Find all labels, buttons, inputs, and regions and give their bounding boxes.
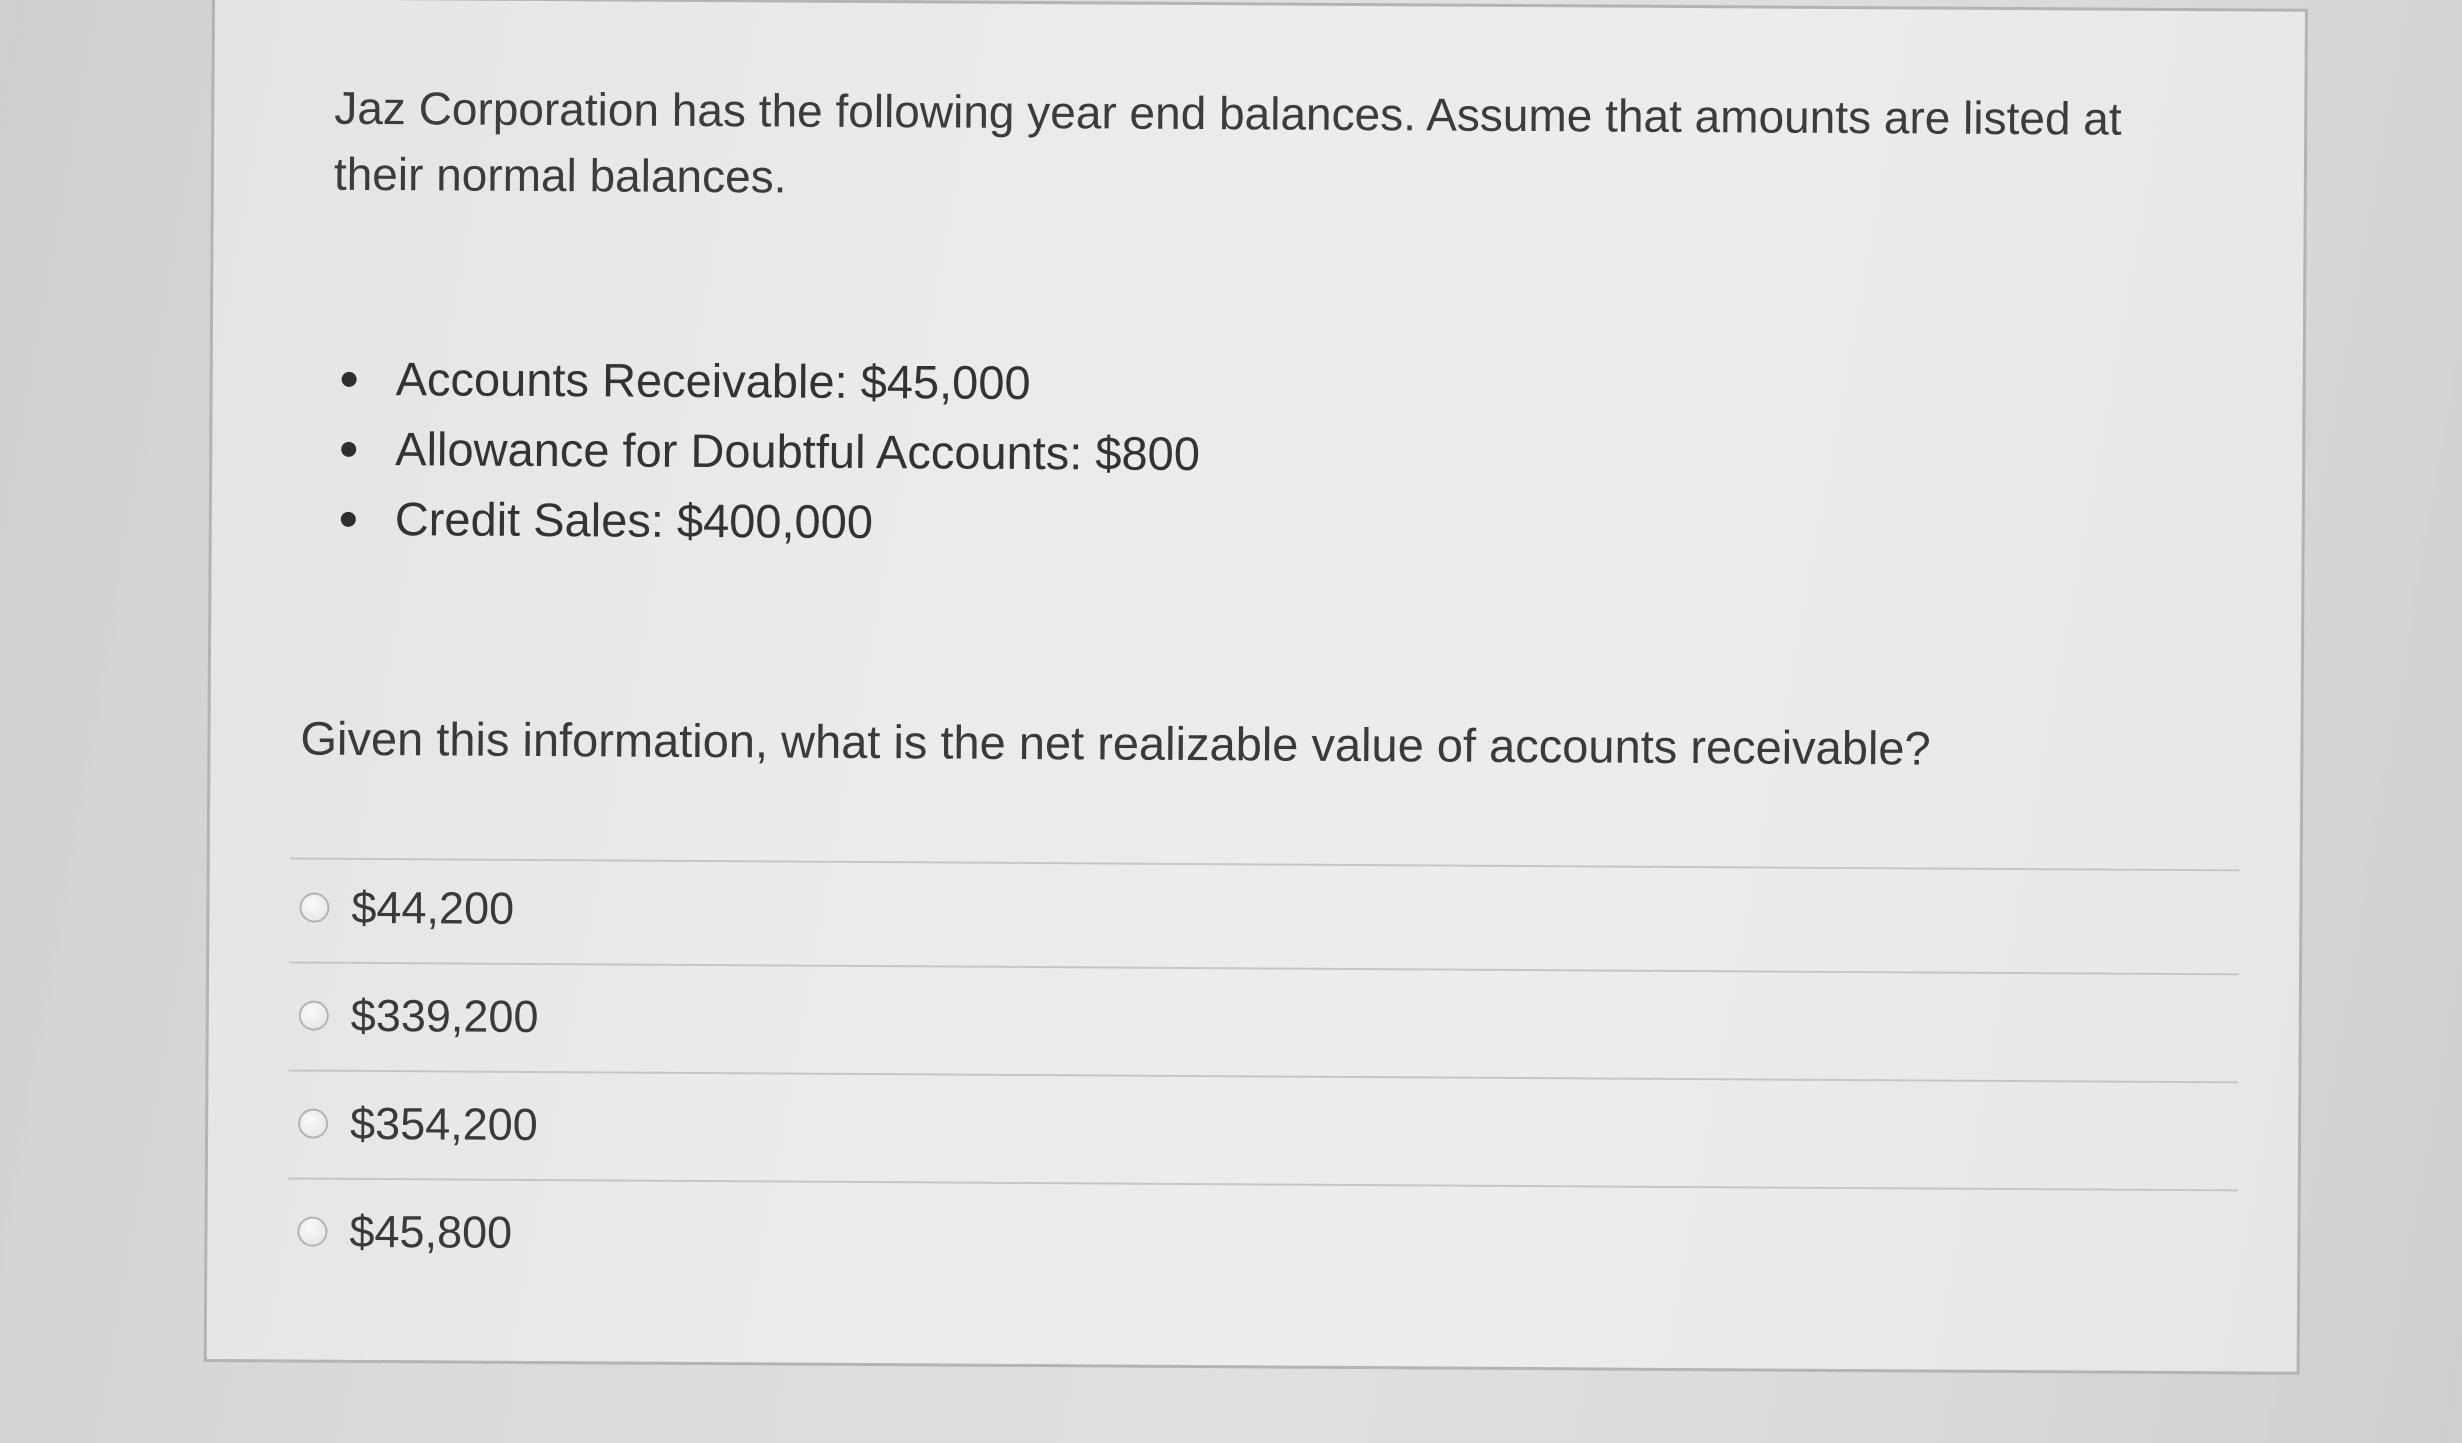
bullet-icon bbox=[341, 512, 356, 527]
answer-label: $45,800 bbox=[349, 1205, 513, 1258]
answers-divider-top bbox=[290, 857, 2240, 871]
answer-option-3[interactable] bbox=[298, 1079, 538, 1170]
answer-label: $339,200 bbox=[350, 989, 539, 1043]
balance-item-text: Allowance for Doubtful Accounts: $800 bbox=[395, 422, 1201, 481]
balance-item-accounts-receivable bbox=[337, 344, 1200, 419]
answer-option-1[interactable] bbox=[299, 863, 514, 954]
answer-divider bbox=[288, 1177, 2238, 1191]
question-prompt: Given this information, what is the net realizable value of accounts receivable? bbox=[300, 711, 1931, 775]
radio-button[interactable] bbox=[299, 893, 329, 923]
answer-label: $44,200 bbox=[351, 881, 515, 934]
radio-button[interactable] bbox=[297, 1217, 327, 1247]
radio-button[interactable] bbox=[298, 1109, 328, 1139]
question-card bbox=[204, 0, 2308, 1375]
bullet-icon bbox=[341, 442, 356, 457]
balance-item-text: Accounts Receivable: $45,000 bbox=[395, 352, 1031, 410]
radio-button[interactable] bbox=[299, 1001, 329, 1031]
balances-list bbox=[337, 344, 1201, 559]
balance-item-credit-sales bbox=[337, 484, 1200, 559]
answer-option-4[interactable] bbox=[297, 1187, 512, 1278]
balance-item-allowance bbox=[337, 414, 1200, 489]
answer-label: $354,200 bbox=[349, 1097, 538, 1151]
answer-divider bbox=[289, 961, 2239, 975]
answer-option-2[interactable] bbox=[298, 971, 538, 1062]
answer-divider bbox=[288, 1069, 2238, 1083]
question-intro: Jaz Corporation has the following year end balances. Assume that amounts are listed at their normal balances. bbox=[333, 81, 2122, 203]
balance-item-text: Credit Sales: $400,000 bbox=[394, 492, 874, 549]
bullet-icon bbox=[342, 372, 357, 387]
